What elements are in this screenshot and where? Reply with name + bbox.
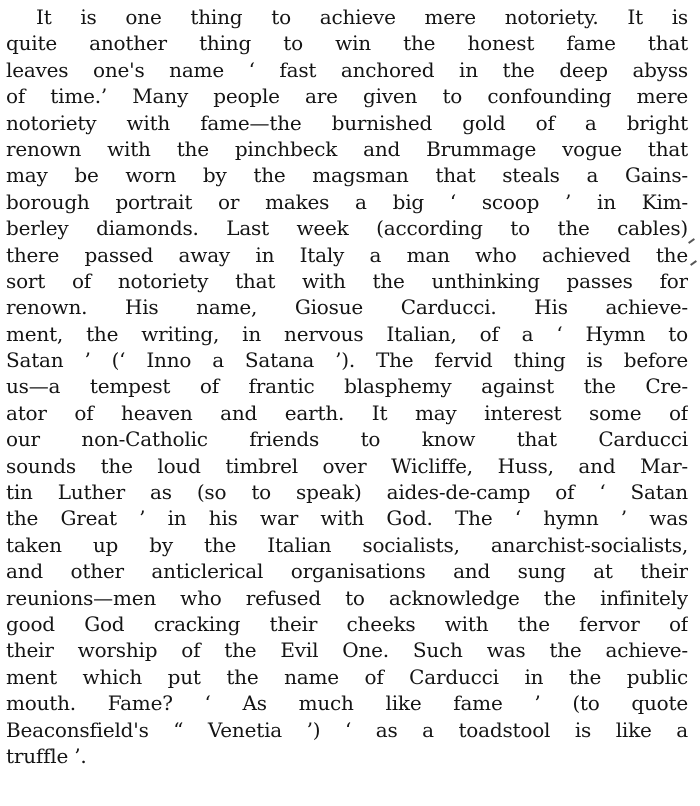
text-line: renown. His name, Giosue Carducci. His achieve- <box>6 295 688 320</box>
text-line: notoriety with fame—the burnished gold of a bright <box>6 110 688 135</box>
text-line: sort of notoriety that with the unthinking passes for <box>6 268 688 293</box>
text-line: taken up by the Italian socialists, anarchist-socialists, <box>6 532 688 557</box>
text-line: there passed away in Italy a man who achieved the <box>6 242 688 267</box>
text-line: leaves one's name ‘ fast anchored in the deep abyss <box>6 57 688 82</box>
text-line: sounds the loud timbrel over Wicliffe, Huss, and Mar- <box>6 453 688 478</box>
text-line: ator of heaven and earth. It may interest some of <box>6 400 688 425</box>
scan-speck-mark <box>688 238 695 244</box>
article-text <box>6 4 688 769</box>
text-line: ment, the writing, in nervous Italian, of a ‘ Hymn to <box>6 321 688 346</box>
text-line: of time.’ Many people are given to confounding mere <box>6 84 688 109</box>
text-line: us—a tempest of frantic blasphemy against the Cre- <box>6 374 688 399</box>
text-line: mouth. Fame? ‘ As much like fame ’ (to quote <box>6 691 688 716</box>
text-line: our non-Catholic friends to know that Carducci <box>6 427 688 452</box>
text-line: borough portrait or makes a big ‘ scoop ’ in Kim- <box>6 189 688 214</box>
text-line: It is one thing to achieve mere notoriety. It is <box>36 5 688 29</box>
text-line: Satan ’ (‘ Inno a Satana ’). The fervid thing is before <box>6 348 688 373</box>
text-line: renown with the pinchbeck and Brummage vogue that <box>6 136 688 161</box>
text-line: berley diamonds. Last week (according to the cables) <box>6 216 688 241</box>
text-line: quite another thing to win the honest fame that <box>6 31 688 56</box>
text-line: may be worn by the magsman that steals a Gains- <box>6 163 688 188</box>
scan-speck-mark <box>690 260 697 266</box>
text-line: good God cracking their cheeks with the fervor of <box>6 611 688 636</box>
text-line: their worship of the Evil One. Such was the achieve- <box>6 638 688 663</box>
text-line: ment which put the name of Carducci in the public <box>6 664 688 689</box>
text-line: and other anticlerical organisations and sung at their <box>6 559 688 584</box>
text-line: the Great ’ in his war with God. The ‘ hymn ’ was <box>6 506 688 531</box>
text-line: truffle ’. <box>6 743 87 768</box>
text-line: tin Luther as (so to speak) aides-de-camp of ‘ Satan <box>6 480 688 505</box>
text-line: reunions—men who refused to acknowledge the infinitely <box>6 585 688 610</box>
text-line: Beaconsfield's “ Venetia ’) ‘ as a toadstool is like a <box>6 717 688 742</box>
